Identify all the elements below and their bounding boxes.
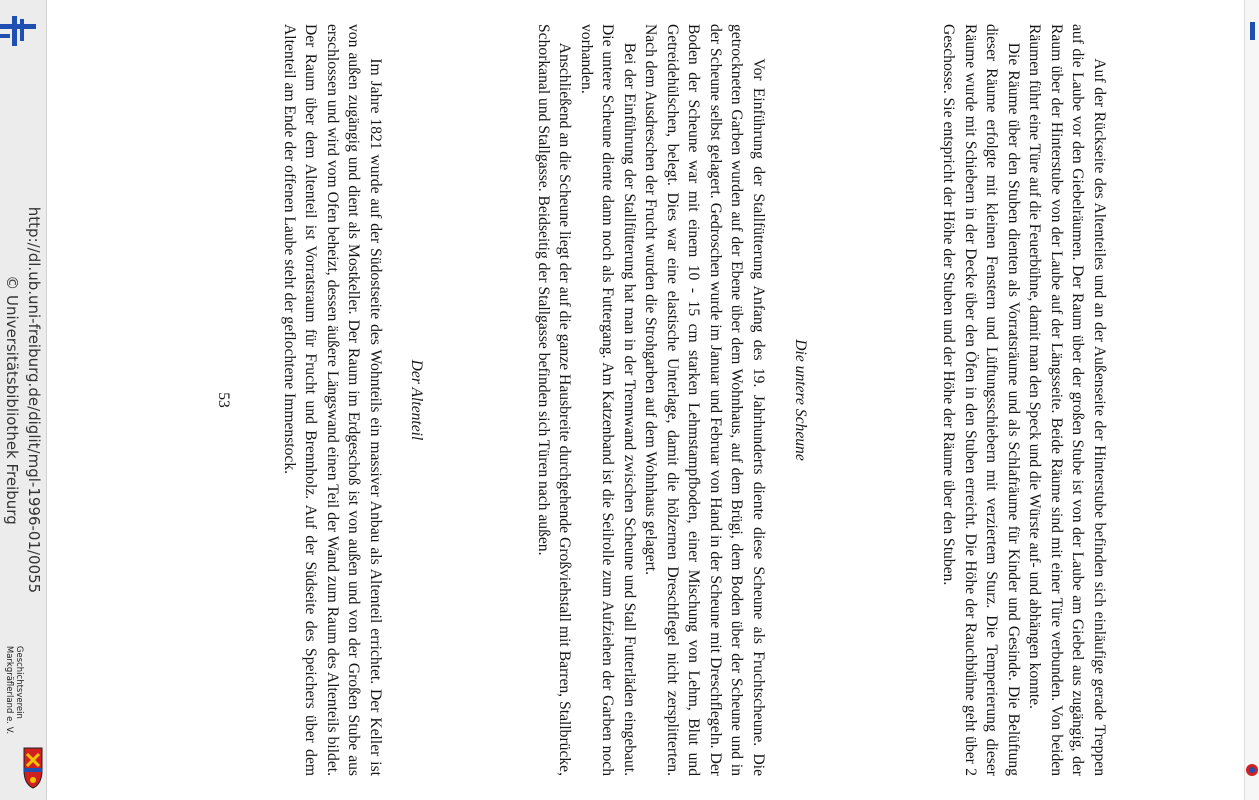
document-viewport[interactable] bbox=[200, 0, 1112, 800]
scanned-page bbox=[204, 24, 1108, 776]
paragraph: Die Räume über den Stuben dienten als Vorratsräume und als Schlafräume für Kinder und Gesinde. Die Belüftung dieser Räume erfolgte mit kleinen Fenstern und Lüftungsschiebern mit verziertem Sturz. Die Temperierung dieser Räume wurde mit Schiebern in der Decke über den Öfen in den Stuben erreicht. Die Höhe der Rauchbühne geht über 2 Geschosse. Sie entspricht der Höhe der Stuben und der Höhe der Räume über den Stuben. bbox=[940, 24, 1022, 776]
section-untere-scheune bbox=[533, 24, 770, 776]
paragraph: Vor Einführung der Stallfütterung Anfang des 19. Jahrhunderts diente diese Scheune als Fruchtscheune. Die getrockneten Garben wurden auf der Ebene über dem Wohnhaus, auf dem Brügi, dem Boden über der Scheune und in der Scheune selbst gelagert. Gedroschen wurde im Januar und Februar von Hand in der Scheune mit Dreschflegeln. Der Boden der Scheune war mit einem 10 - 15 cm starken Lehmstampfboden, einer Mischung von Lehm, Blut und Getreidehülschen, belegt. Dies war eine elastische Unterlage, damit die hölzernen Dreschflegel nicht zersplitterten. Nach dem Ausdreschen der Frucht wurden die Strohgarben auf dem Wohnhaus gelagert. bbox=[642, 24, 767, 776]
source-url[interactable]: http://dl.ub.uni-freiburg.de/diglit/mgl-1996-01/0055 bbox=[25, 206, 43, 594]
page-number: 53 bbox=[215, 392, 232, 408]
society-name: Geschichtsverein Markgräflerland e. V. bbox=[4, 645, 24, 735]
next-page-edge bbox=[1244, 0, 1259, 800]
paragraph: Auf der Rückseite des Altenteiles und an der Außenseite der Hinterstube befinden sich einläufige gerade Treppen auf die Laube vor den Giebelräumen. Der Raum über der großen Stube ist von der Laube am Giebel aus zugängig, der Raum über der Hinterstube von der Laube auf der Längsseite. Beide Räume sind mit einer Türe verbunden. Von beiden Räumen führt eine Türe auf die Feuerbühne, damit man den Speck und die Würste auf- und abhängen konnte. bbox=[1026, 24, 1108, 776]
heading-untere-scheune: Die untere Scheune bbox=[792, 339, 809, 461]
viewer-sidebar bbox=[0, 0, 47, 800]
paragraph: Bei der Einführung der Stallfütterung hat man in der Trennwand zwischen Scheune und Stall Futterläden eingebaut. Die untere Scheune diente dann noch als Futtergang. Am Katzenband ist die Seilrolle zum Aufziehen der Garben noch vorhanden. bbox=[578, 24, 638, 776]
next-page-mark-icon bbox=[1248, 22, 1258, 42]
section-altenteil bbox=[279, 24, 387, 776]
coat-of-arms-icon bbox=[0, 732, 46, 800]
source-url-block bbox=[2, 207, 44, 593]
paragraph: Anschließend an die Scheune liegt der auf die ganze Hausbreite durchgehende Großviehstall mit Barren, Stallbrücke, Schorkanal und Stallgasse. Beidseitig der Stallgasse befinden sich Türen nach außen. bbox=[535, 24, 574, 776]
paragraph: Im Jahre 1821 wurde auf der Südostseite des Wohnteils ein massiver Anbau als Altenteil errichtet. Der Keller ist von außen zugängig und dient als Mostkeller. Der Raum im Erdgeschoß ist von außen und von der Großen Stube aus erschlossen und wird vom Ofen beheizt, dessen äußere Längswand einen Teil der Wand zum Raum des Altenteils bildet. Der Raum über dem Altenteil ist Vorratsraum für Frucht und Brennholz. Auf der Südseite des Speichers über dem Altenteil am Ende der offenen Laube steht der geflochtene Immenstock. bbox=[281, 24, 384, 776]
copyright-line: © Universitätsbibliothek Freiburg bbox=[3, 275, 21, 525]
next-page-seal-icon bbox=[1246, 756, 1258, 786]
heading-altenteil: Der Altenteil bbox=[408, 359, 425, 441]
section-altenteil-rueckseite bbox=[938, 24, 1110, 776]
